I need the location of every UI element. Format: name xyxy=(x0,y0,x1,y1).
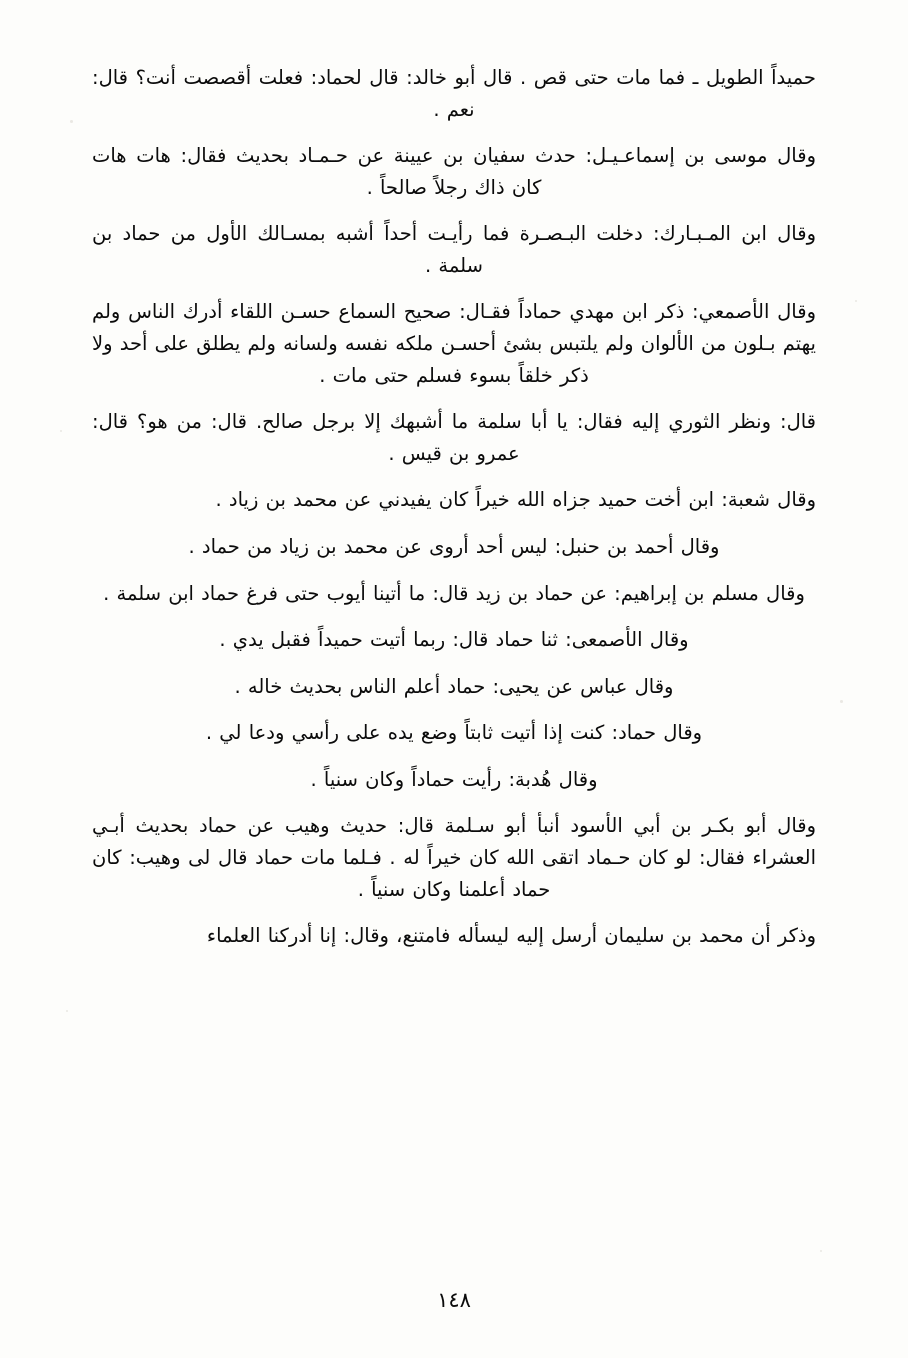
paragraph-8: وقال مسلم بن إبراهيم: عن حماد بن زيد قال: ما أتينا أيوب حتى فرغ حماد ابن سلمة . xyxy=(103,581,805,605)
paper-speck xyxy=(66,1010,68,1012)
paragraph-9: وقال الأصمعى: ثنا حماد قال: ربما أتيت حميداً فقبل يدي . xyxy=(219,628,689,652)
paper-speck xyxy=(60,430,62,432)
paragraph-5: قال: ونظر الثوري إليه فقال: يا أبا سلمة ما أشبهك إلا برجل صالح. قال: من هو؟ قال: عمرو بن قيس . xyxy=(92,410,816,465)
paragraph-14: وذكر أن محمد بن سليمان أرسل إليه ليسأله فامتنع، وقال: إنا أدركنا العلماء xyxy=(206,924,816,948)
paragraph-11: وقال حماد: كنت إذا أتيت ثابتاً وضع يده على رأسي ودعا لي . xyxy=(205,721,703,745)
paper-speck xyxy=(70,120,73,123)
paragraph-3: وقال ابن المـبـارك: دخلت البـصـرة فما رأيـت أحداً أشبه بمسـالك الأول من حماد بن سلمة . xyxy=(92,222,816,277)
paragraph-4: وقال الأصمعي: ذكر ابن مهدي حماداً فقـال: صحيح السماع حسـن اللقاء أدرك الناس ولم يهتم بـلون من الألوان ولم يلتبس بشئ أحسـن ملكه نفسه ولسانه ولم يطلق على أحد ولا ذكر خلقاً بسوء فسلم حتى مات . xyxy=(92,300,816,387)
paragraph-2: وقال موسى بن إسماعـيـل: حدث سفيان بن عيينة عن حـمـاد بحديث فقال: هات هات كان ذاك رجلاً صالحاً . xyxy=(92,144,816,199)
paper-speck xyxy=(840,700,843,703)
paragraph-7: وقال أحمد بن حنبل: ليس أحد أروى عن محمد بن زياد من حماد . xyxy=(188,534,720,558)
paragraph-1: حميداً الطويل ـ فما مات حتى قص . قال أبو خالد: قال لحماد: فعلت أقصصت أنت؟ قال: نعم . xyxy=(92,66,816,121)
paper-speck xyxy=(855,300,857,302)
page-number: ١٤٨ xyxy=(437,1288,471,1312)
paragraph-6: وقال شعبة: ابن أخت حميد جزاه الله خيراً كان يفيدني عن محمد بن زياد . xyxy=(215,488,816,512)
paper-speck xyxy=(820,1250,822,1252)
paragraph-10: وقال عباس عن يحيى: حماد أعلم الناس بحديث خاله . xyxy=(234,674,674,698)
paragraph-13: وقال أبو بكـر بن أبي الأسود أنبأ أبو سـلمة قال: حديث وهيب عن حماد بحديث أبـي العشراء فقال: لو كان حـماد اتقى الله كان خيراً له . فـلما مات حماد قال لى وهيب: كان حماد أعلمنا وكان سنياً . xyxy=(92,814,816,901)
page-text-column xyxy=(92,62,816,1298)
paragraph-12: وقال هُدبة: رأيت حماداً وكان سنياً . xyxy=(310,767,598,791)
